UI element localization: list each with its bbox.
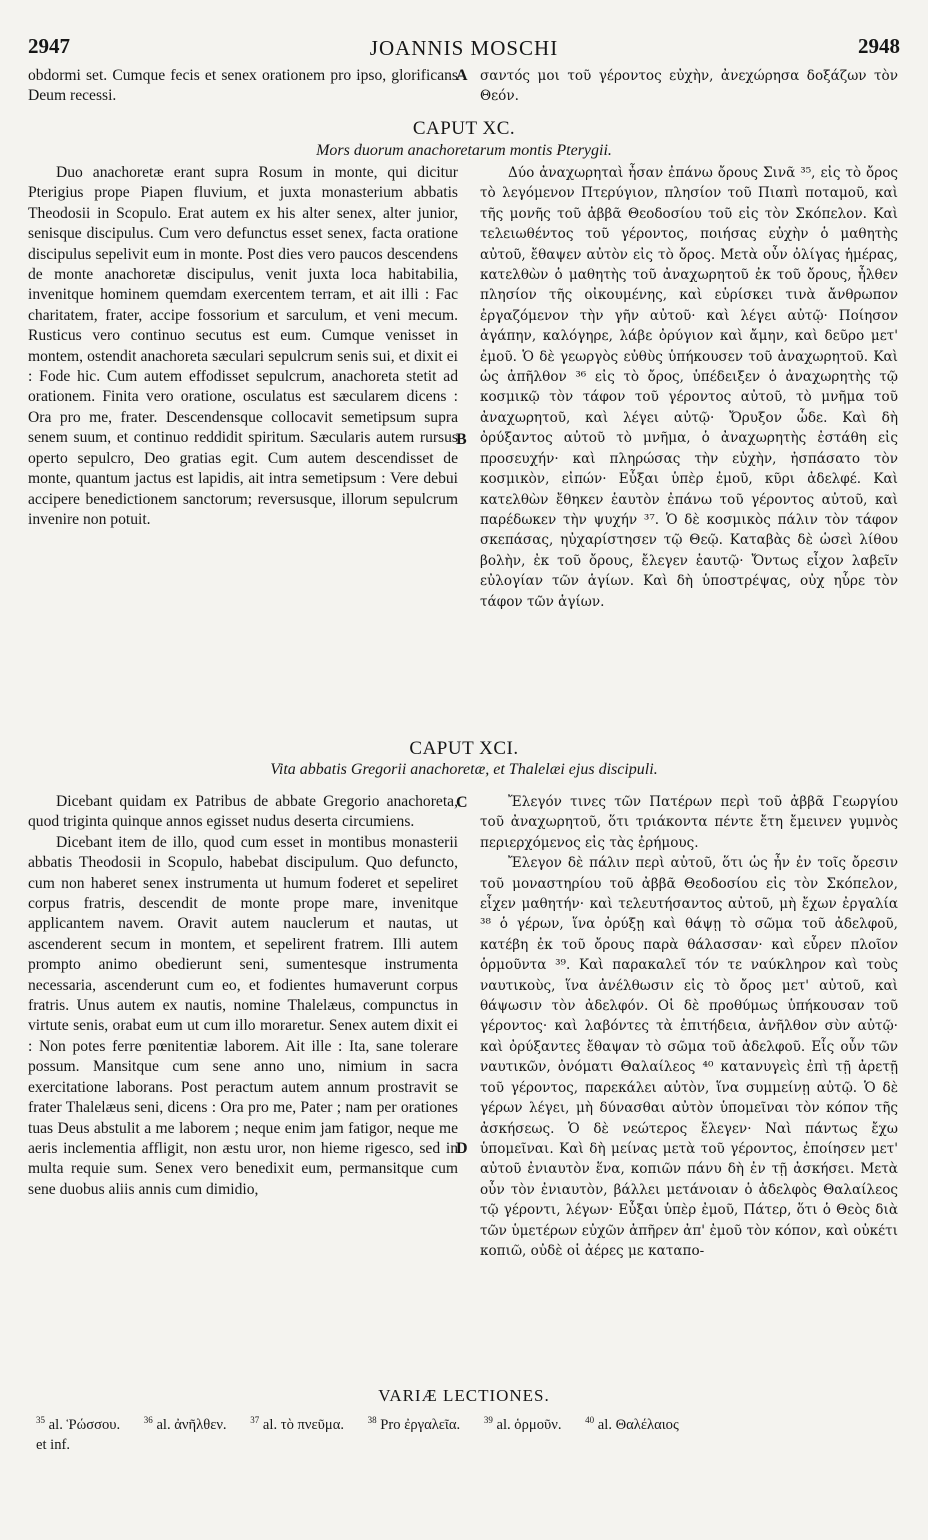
note-item	[144, 1417, 237, 1433]
latin-chapter-90	[28, 163, 458, 530]
running-header	[28, 34, 900, 62]
note-number: 38	[367, 1415, 377, 1425]
greek-intro	[480, 66, 898, 107]
note-item	[250, 1417, 354, 1433]
note-item	[36, 1417, 130, 1433]
note-item	[368, 1417, 471, 1433]
running-title: JOANNIS MOSCHI	[369, 36, 559, 60]
latin-intro-text: obdormi set. Cumque fecis et senex orationem pro ipso, glorificans Deum recessi.	[28, 67, 458, 105]
note-text: al. τὸ πνεῦμα.	[262, 1416, 344, 1433]
variae-lectiones-heading: VARIÆ LECTIONES.	[378, 1386, 550, 1405]
margin-marker-d: D	[456, 1140, 468, 1157]
latin-intro	[28, 66, 458, 107]
margin-marker-b: B	[456, 431, 467, 448]
greek-chapter-90	[480, 163, 898, 612]
note-text: al. ὁρμοῦν.	[496, 1416, 562, 1433]
latin-chapter-91-para-1: Dicebant quidam ex Patribus de abbate Gregorio anachoreta, quod triginta quinque annos egisset nudus deserta circumiens.	[28, 793, 458, 831]
note-number: 36	[143, 1415, 153, 1425]
greek-chapter-90-text: Δύο ἀναχωρηταὶ ἦσαν ἐπάνω ὄρους Σινᾶ ³⁵, εἰς τὸ ὄρος τὸ λεγόμενον Πτερύγιον, πλησίον τοῦ Πιαπὶ ποταμοῦ, καὶ τῆς μονῆς τοῦ ἀββᾶ Θεοδοσίου τοῦ εἰς τὸν Σκόπελον. Καὶ τελειωθέντος τοῦ γέροντος, ποιήσας εὐχὴν ὁ μαθητὴς αὐτοῦ, ἔθαψεν αὐτὸν εἰς τὸ ὄρος. Μετὰ οὖν ὀλίγας ἡμέρας, κατελθὼν ὁ μαθητὴς τοῦ ἀναχωρητοῦ ἐκ τοῦ ὄρους, ἦλθεν πλησίον τῆς οἰκουμένης, καὶ εὑρίσκει τινὰ ἄνθρωπον ἐργαζόμενον τὴν γῆν αὐτοῦ· καὶ λέγει αὐτῷ· Ποίησον ἀγάπην, καλόγηρε, λάβε ὀρύγιον καὶ ἄμην, καὶ δεῦρο μετ' ἐμοῦ. Ὁ δὲ γεωργὸς εὐθὺς ὑπήκουσεν τοῦ ἀναχωρητοῦ. Καὶ ὡς ἀπῆλθον ³⁶ εἰς τὸ ὄρος, ὑπέδειξεν ὁ ἀναχωρητὴς τῷ κοσμικῷ τὸν τάφον τοῦ γέροντος αὐτοῦ, τὸ μνῆμα τοῦ ἀναχωρητοῦ, καὶ λέγει αὐτῷ· Ὄρυξον ὧδε. Καὶ δὴ ὀρύξαντος αὐτοῦ τὸ μνῆμα, ὁ ἀναχωρητὴς ἐστάθη εἰς προσευχήν· καὶ πληρώσας τὴν εὐχὴν, ἠσπάσατο τὸν κοσμικὸν, εἰπών· Εὖξαι ὑπὲρ ἐμοῦ, κῦρι ἀδελφέ. Καὶ κατελθὼν ἔθηκεν ἑαυτὸν ἐπάνω τοῦ γέροντος αὐτοῦ, καὶ παρέδωκεν τὴν ψυχήν ³⁷. Ὁ δὲ κοσμικὸς πάλιν τὸν τάφον σκεπάσας, ηὐχαρίστησεν τῷ Θεῷ. Καταβὰς δὲ ὡσεὶ λίθου βολὴν, ἐκ τοῦ ὄρους, ἔλεγεν ἑαυτῷ· Ὄντως εἶχον λαβεῖν εὐλογίαν τῶν ἁγίων. Καὶ δὴ ὑποστρέψας, οὐχ ηὗρε τὸν τάφον τῶν ἁγίων.	[480, 165, 898, 610]
note-text: al. Ῥώσσου.	[48, 1416, 121, 1433]
greek-chapter-91-para-1: Ἔλεγόν τινες τῶν Πατέρων περὶ τοῦ ἀββᾶ Γεωργίου τοῦ ἀναχωρητοῦ, ὅτι τριάκοντα πέντε ἔτη ἔμεινεν γυμνὸς περιερχόμενος εἰς τὰς ἐρήμους.	[480, 794, 898, 851]
note-tail: et inf.	[36, 1436, 71, 1453]
chapter-90-subtitle: Mors duorum anachoretarum montis Pterygii.	[316, 142, 612, 159]
note-number: 37	[250, 1415, 260, 1425]
greek-intro-text: σαντός μοι τοῦ γέροντος εὐχὴν, ἀνεχώρησα δοξάζων τὸν Θεόν.	[480, 68, 898, 105]
note-number: 39	[483, 1415, 493, 1425]
note-text: al. ἀνῆλθεν.	[156, 1416, 227, 1433]
latin-chapter-91-para-2: Dicebant item de illo, quod cum esset in montibus monasterii abbatis Theodosii in Scopulo, habebat discipulum. Quo defuncto, cum non haberet senex instrumenta ut humum foderet et sepeliret corpus fratris, descendit de monte prope mare, invenitque applicantem navem. Oravit autem nauclerum et nautas, ut ascenderent secum in montem, et sepelirent fratrem. Illi autem prompto animo obedierunt seni, sumentesque instrumenta necessaria, ascenderunt cum eo, et fodientes humaverunt corpus fratris. Unus autem ex nautis, nomine Thalelæus, compunctus in virtute senis, orabat eum ut cum illo moraretur. Senex autem dixit ei : Non potes ferre pœnitentiæ laborem. Ait ille : Ita, sane tolerare possum. Mansitque cum sene anno uno, nimium in sacra exercitatione laborans. Post peractum autem annum prostravit se frater Thalelæus seni, dicens : Ora pro me, Pater ; nam per orationes tuas Deus abstulit a me laborem ; neque enim jam fatigor, neque me aeris inclementia affligit, non æstu uror, non hieme rigesco, sed in multa requie sum. Senex vero benedixit eum, permansitque cum sene duobus aliis annis cum dimidio,	[28, 833, 458, 1198]
margin-marker-a: A	[456, 67, 468, 84]
left-page-number: 2947	[28, 34, 70, 58]
chapter-90-heading: CAPUT XC.	[412, 118, 516, 139]
greek-chapter-91-para-2: Ἔλεγον δὲ πάλιν περὶ αὐτοῦ, ὅτι ὡς ἦν ἐν τοῖς ὄρεσιν τοῦ μοναστηρίου τοῦ ἀββᾶ Θεοδοσίου εἰς τὸν Σκόπελον, εἶχεν μαθητήν· καὶ τελευτήσαντος αὐτοῦ, μὴ ἔχων ἐργαλία ³⁸ ὁ γέρων, ἵνα ὀρύξῃ καὶ θάψῃ τὸ σῶμα τοῦ ἀδελφοῦ, κατέβη ἐκ τοῦ ὄρους παρὰ θάλασσαν· καὶ εὗρεν πλοῖον ὁρμοῦντα ³⁹. Καὶ παρακαλεῖ τόν τε ναύκληρον καὶ τοὺς ναυτικοὺς, ἵνα ἀνέλθωσιν εἰς τὸ ὄρος μετ' αὐτοῦ, καὶ θάψωσιν τὸν ἀδελφόν. Οἱ δὲ προθύμως ὑπήκουσαν τοῦ γέροντος· καὶ λαβόντες τὰ ἐπιτήδεια, ἀνῆλθον σὺν αὐτῷ· καὶ ὀρύξαντες ἔθαψαν τὸ σῶμα τοῦ ἀδελφοῦ. Εἷς οὖν τῶν ναυτικῶν, ὀνόματι Θαλαίλεος ⁴⁰ κατανυγεὶς ἐπὶ τῇ ἀρετῇ τοῦ γέροντος, παρεκάλει αὐτὸν, ἵνα συμμείνῃ αὐτῷ. Ὁ δὲ γέρων λέγει, μὴ δύνασθαι αὐτὸν ὑπομεῖναι τὸν κόπον τῆς ἀσκήσεως. Ὁ δὲ νεώτερος ἔλεγεν· Ναὶ πάντως ἔχω ὑπομεῖναι. Καὶ δὴ μείνας μετὰ τοῦ γέροντος, ἐποίησεν μετ' αὐτοῦ ἐνιαυτὸν ἕνα, κοπιῶν πάνυ δὴ ἐν τῇ ἀσκήσει. Μετὰ οὖν τὸν ἐνιαυτὸν, βάλλει μετάνοιαν ὁ ἀδελφὸς Θαλαίλεος τῷ γέροντι, λέγων· Εὖξαι ὑπὲρ ἐμοῦ, Πάτερ, ὅτι ὁ Θεὸς διὰ τῶν ὑμετέρων εὐχῶν ἀπῆρεν ἀπ' ἐμοῦ τὸν κόπον, καὶ οὐκέτι κοπιῶ, οὐδὲ οἱ ἀέρες με καταπο-	[480, 855, 898, 1259]
note-number: 35	[36, 1415, 45, 1425]
note-item	[585, 1417, 689, 1433]
right-page-number: 2948	[858, 34, 900, 58]
margin-marker-c: C	[456, 794, 468, 811]
latin-chapter-90-text: Duo anachoretæ erant supra Rosum in monte, qui dicitur Pterigius prope Piapen fluvium, et juxta monasterium abbatis Theodosii in Scopulo. Erat autem ex his alter senex, alter junior, senisque discipulus. Cum vero defunctus esset senex, facta oratione discipulus sepelivit eum in monte. Post dies vero paucos descendens de monte anachoretæ discipulus, venit juxta loca habitabilia, invenitque hominem quemdam exercentem terram, et ait illi : Fac charitatem, frater, accipe fossorium et sarculum, et veni mecum. Rusticus vero continuo secutus est eum. Cumque venisset in montem, ostendit anachoreta sæculari sepulcrum senis sui, et dixit ei : Fode hic. Cum autem effodisset sepulcrum, anachoreta stetit ad orationem. Finita vero oratione, osculatus est sæcularem dicens : Ora pro me, frater. Descendensque collocavit semetipsum supra senem suum, et continuo reddidit spiritum. Sæcularis autem rursus operto sepulcro, Deo gratias egit. Cum autem descendisset de monte, quantum jactus est lapidis, ait intra semetipsum : Vere debui accipere benedictionem sanctorum; reversusque, illorum sepulcrum invenire non potuit.	[28, 164, 458, 528]
note-text: Pro ἐργαλεῖα.	[380, 1416, 461, 1433]
note-item	[484, 1417, 572, 1433]
latin-chapter-91	[28, 792, 458, 1200]
chapter-91-subtitle: Vita abbatis Gregorii anachoretæ, et Thalelæi ejus discipuli.	[270, 761, 658, 778]
chapter-91-heading: CAPUT XCI.	[409, 738, 519, 759]
greek-chapter-91	[480, 792, 898, 1261]
note-number: 40	[585, 1415, 595, 1425]
variae-lectiones-notes	[36, 1410, 902, 1455]
note-text: al. Θαλέλαιος	[597, 1416, 679, 1433]
